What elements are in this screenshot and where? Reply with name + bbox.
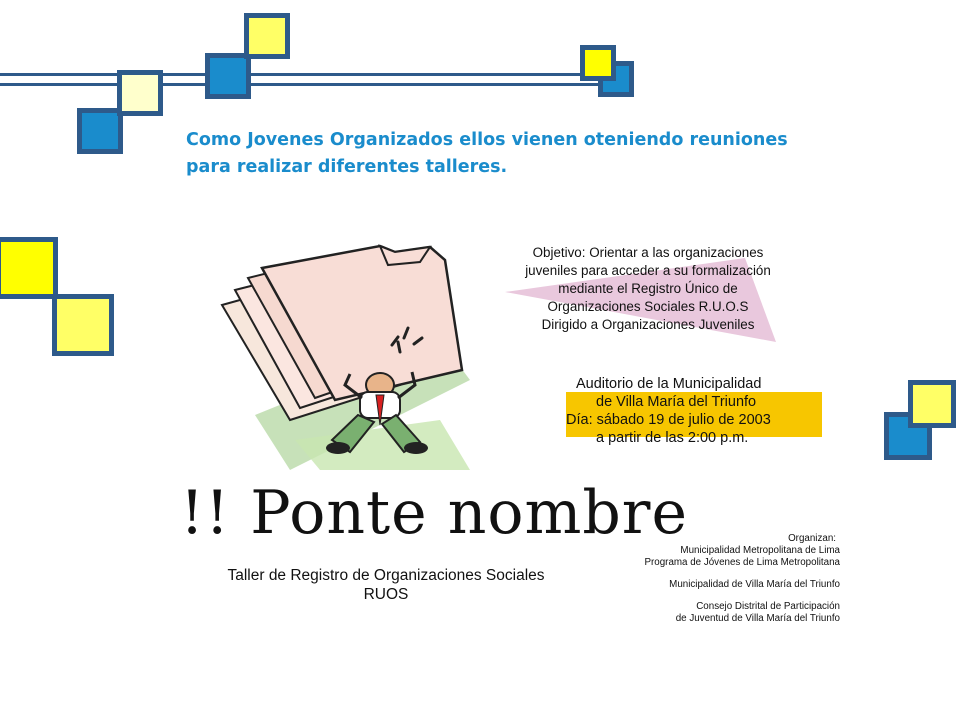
venue-line-3: Día: sábado 19 de julio de 2003 [566, 412, 771, 428]
organizer-3-line-1: Consejo Distrital de Participación [696, 601, 840, 612]
objective-line-5: Dirigido a Organizaciones Juveniles [541, 317, 755, 332]
objective-line-2: juveniles para acceder a su formalización [525, 263, 771, 278]
organizer-1-line-2: Programa de Jóvenes de Lima Metropolitana [644, 557, 840, 568]
heading-line-1: Como Jovenes Organizados ellos vienen oteniendo reuniones [186, 130, 788, 150]
objective-line-3: mediante el Registro Único de [558, 281, 738, 296]
heading-line-2: para realizar diferentes talleres. [186, 157, 508, 177]
poster-title: !! Ponte nombre [180, 478, 688, 548]
organizer-2-line-1: Municipalidad de Villa María del Triunfo [669, 579, 840, 590]
organizer-3-line-2: de Juventud de Villa María del Triunfo [675, 613, 840, 624]
venue-line-4: a partir de las 2:00 p.m. [596, 430, 749, 446]
poster-subtitle-line-2: RUOS [363, 586, 409, 603]
poster-subtitle-line-1: Taller de Registro de Organizaciones Sociales [227, 567, 545, 584]
venue-line-1: Auditorio de la Municipalidad [576, 376, 762, 392]
organizer-1-line-1: Municipalidad Metropolitana de Lima [680, 545, 840, 556]
venue-line-2: de Villa María del Triunfo [596, 394, 757, 410]
objective-line-1: Objetivo: Orientar a las organizaciones [532, 245, 764, 260]
objective-text [498, 244, 798, 334]
organizers-block [620, 533, 840, 625]
objective-line-4: Organizaciones Sociales R.U.O.S [547, 299, 749, 314]
venue-details [560, 375, 830, 447]
organizers-label: Organizan: [788, 533, 836, 544]
poster-subtitle [186, 566, 586, 604]
